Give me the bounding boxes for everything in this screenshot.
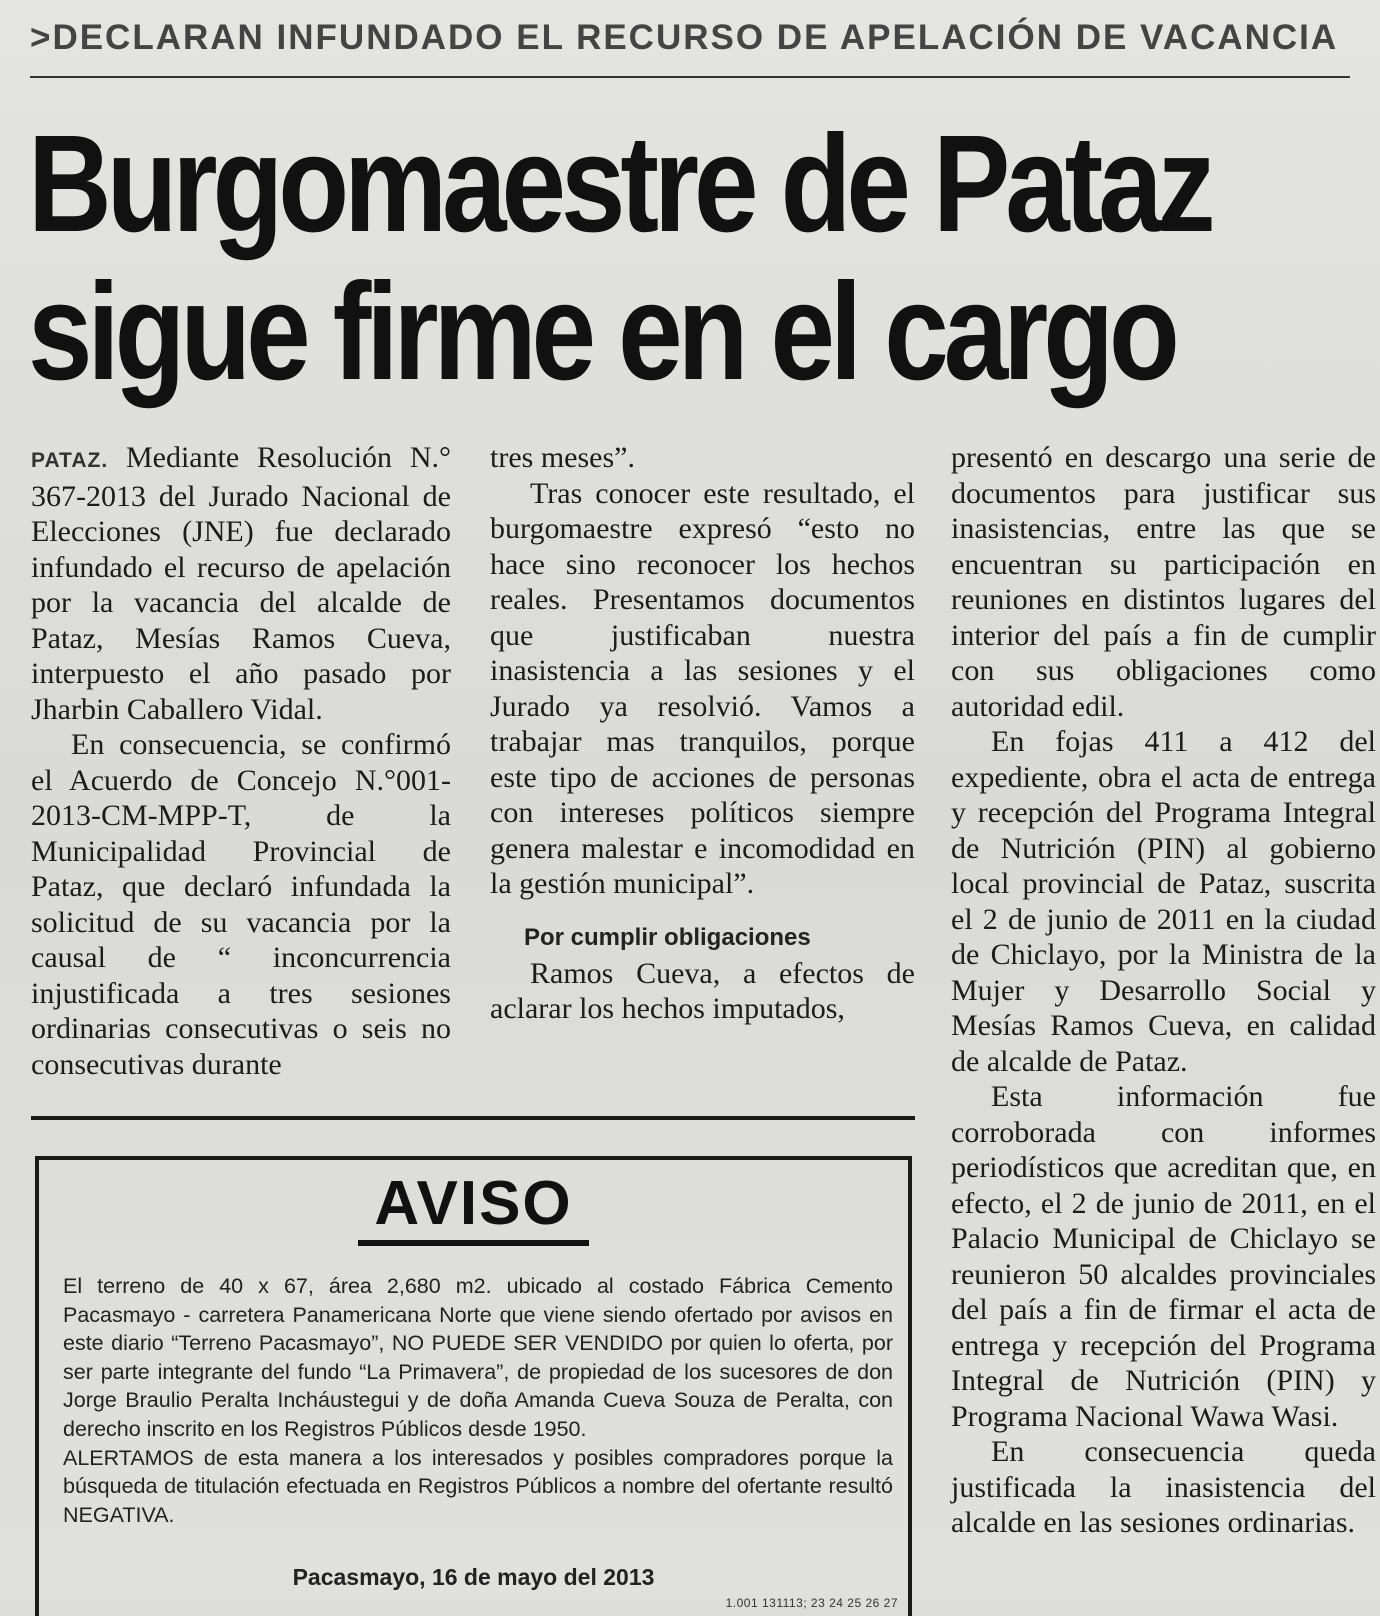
notice-title: AVISO	[358, 1168, 588, 1246]
article-paragraph: En fojas 411 a 412 del expediente, obra el acta de entrega y recepción del Programa Integral de Nutrición (PIN) al gobierno local provincial de Pataz, suscrita el 2 de junio de 2011 en la ciudad de Chiclayo, por la Ministra de la Mujer y Desarrollo Social y Mesías Ramos Cueva, en calidad de alcalde de Pataz.	[951, 725, 1376, 1078]
paragraph-text: Mediante Resolución N.° 367-2013 del Jurado Nacional de Elecciones (JNE) fue declarado infundado el recurso de apelación por la vacancia del alcalde de Pataz, Mesías Ramos Cueva, interpuesto el año pasado por Jharbin Caballero Vidal.	[31, 441, 451, 726]
section-subhead: Por cumplir obligaciones	[524, 923, 811, 951]
article-paragraph: En consecuencia queda justificada la inasistencia del alcalde en las sesiones ordinarias.	[951, 1435, 1376, 1539]
article-paragraph: tres meses”.	[490, 441, 635, 474]
article-paragraph: presentó en descargo una serie de documentos para justificar sus inasistencias, entre las que se encuentran su participación en reuniones en distintos lugares del interior del país a fin de cumplir con sus obligaciones como autoridad edil.	[951, 441, 1376, 723]
headline-line-1: Burgomaestre de Pataz	[28, 107, 1211, 261]
article-column-3	[951, 440, 1376, 1541]
notice-paragraph: El terreno de 40 x 67, área 2,680 m2. ubicado al costado Fábrica Cemento Pacasmayo - carretera Panamericana Norte que viene siendo ofertado por avisos en este diario “Terreno Pacasmayo”, NO PUEDE SER VENDIDO por quien lo oferta, por ser parte integrante del fundo “La Primavera”, de propiedad de los sucesores de don Jorge Braulio Peralta Incháustegui y de doña Amanda Cueva Souza de Peralta, con derecho inscrito en los Registros Públicos desde 1950.	[63, 1274, 893, 1441]
notice-date: Pacasmayo, 16 de mayo del 2013	[292, 1564, 655, 1590]
article-paragraph: Esta información fue corroborada con informes periodísticos que acreditan que, en efecto, el 2 de junio de 2011, en el Palacio Municipal de Chiclayo se reunieron 50 alcaldes provinciales del país a fin de firmar el acta de entrega y recepción del Programa Integral de Nutrición (PIN) y Programa Nacional Wawa Wasi.	[951, 1080, 1376, 1433]
article-column-2	[490, 440, 915, 1027]
article-paragraph: Tras conocer este resultado, el burgomaestre expresó “esto no hace sino reconocer los hechos reales. Presentamos documentos que justificaban nuestra inasistencia a las sesiones y el Jurado ya resolvió. Vamos a trabajar mas tranquilos, porque este tipo de acciones de personas con intereses políticos siempre genera malestar e incomodidad en la gestión municipal”.	[490, 476, 915, 900]
notice-box	[35, 1156, 912, 1616]
notice-code: 1.001 131113; 23 24 25 26 27	[725, 1596, 898, 1610]
article-kicker: >DECLARAN INFUNDADO EL RECURSO DE APELACIÓN DE VACANCIA	[30, 18, 1339, 57]
article-paragraph: En consecuencia, se confirmó el Acuerdo de Concejo N.°001-2013-CM-MPP-T, de la Municipalidad Provincial de Pataz, que declaró infundada la solicitud de su vacancia por la causal de “ inconcurrencia injustificada a tres sesiones ordinarias consecutivas o seis no consecutivas durante	[31, 728, 451, 1081]
kicker-rule	[30, 76, 1350, 78]
notice-title-wrap	[39, 1168, 908, 1246]
headline-line-2: sigue firme en el cargo	[28, 255, 1175, 409]
article-paragraph: Ramos Cueva, a efectos de aclarar los hechos imputados,	[490, 956, 915, 1025]
notice-paragraph: ALERTAMOS de esta manera a los interesados y posibles compradores porque la búsqueda de titulación efectuada en Registros Públicos a nombre del ofertante resultó NEGATIVA.	[63, 1445, 893, 1527]
article-column-1	[31, 440, 451, 1082]
dateline: PATAZ.	[31, 449, 109, 472]
article-paragraph	[31, 440, 451, 727]
notice-body	[63, 1272, 893, 1529]
article-headline	[28, 107, 1211, 409]
notice-top-rule	[31, 1116, 915, 1120]
